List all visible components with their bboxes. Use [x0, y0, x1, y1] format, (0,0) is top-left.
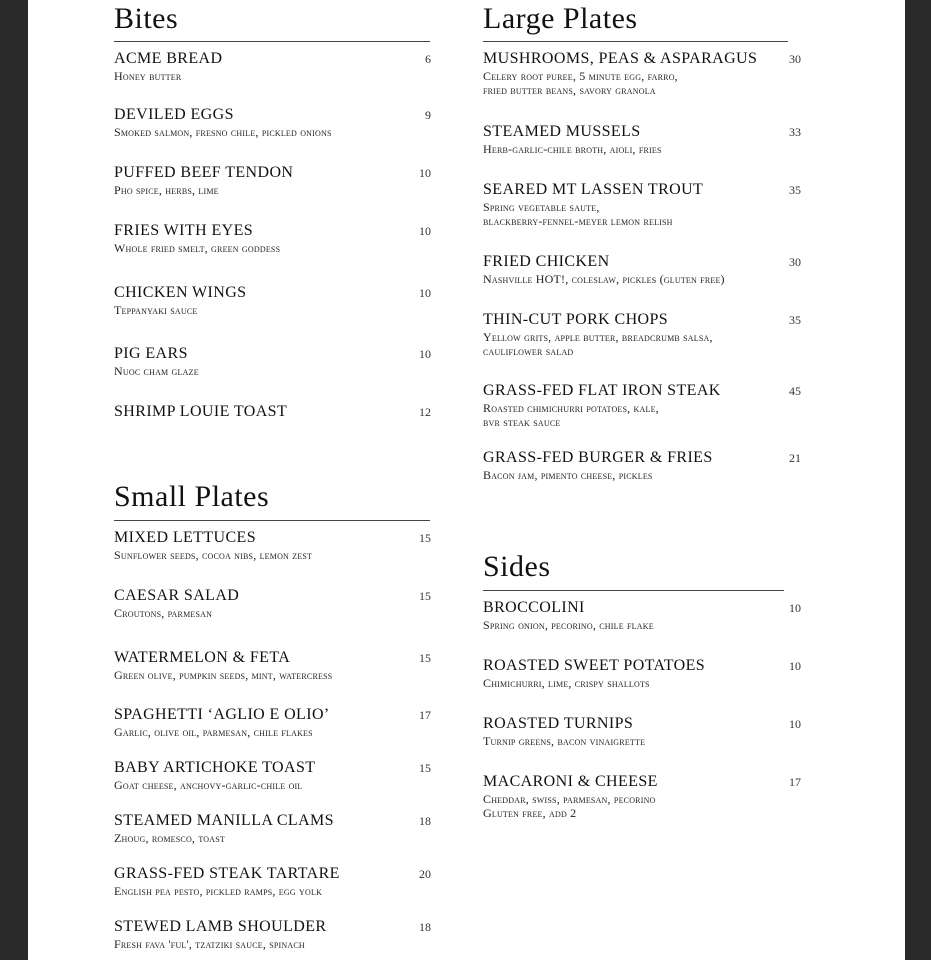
item-price: 18: [419, 920, 431, 934]
item-price: 10: [419, 347, 431, 361]
item-price: 35: [789, 183, 801, 197]
item-name: SEARED MT LASSEN TROUT: [483, 181, 704, 198]
item-description: Honey butter: [114, 69, 182, 83]
item-description: Pho spice, herbs, lime: [114, 183, 219, 197]
item-price: 17: [789, 775, 801, 789]
item-description: bvr steak sauce: [483, 415, 561, 429]
item-name: FRIES WITH EYES: [114, 222, 254, 239]
item-description: Nuoc cham glaze: [114, 364, 199, 378]
item-price: 30: [789, 255, 801, 269]
item-description: Nashville HOT!, coleslaw, pickles (gluten free): [483, 272, 725, 286]
item-description: blackberry-fennel-meyer lemon relish: [483, 214, 673, 228]
item-price: 10: [419, 166, 431, 180]
item-name: BROCCOLINI: [483, 599, 585, 616]
item-price: 10: [789, 717, 801, 731]
item-name: MIXED LETTUCES: [114, 529, 257, 546]
item-description: Yellow grits, apple butter, breadcrumb salsa,: [483, 330, 713, 344]
item-description: Garlic, olive oil, parmesan, chile flakes: [114, 725, 313, 739]
item-price: 10: [419, 224, 431, 238]
item-name: FRIED CHICKEN: [483, 253, 610, 270]
section-title: Sides: [483, 550, 551, 583]
section-title: Large Plates: [483, 2, 638, 35]
item-name: STEAMED MANILLA CLAMS: [114, 812, 334, 829]
item-price: 30: [789, 52, 801, 66]
item-price: 9: [425, 108, 431, 122]
item-name: MUSHROOMS, PEAS & ASPARAGUS: [483, 50, 758, 67]
item-description: English pea pesto, pickled ramps, egg yolk: [114, 884, 323, 898]
item-name: THIN-CUT PORK CHOPS: [483, 311, 669, 328]
item-description: Fresh fava 'ful', tzatziki sauce, spinach: [114, 937, 305, 951]
item-price: 10: [789, 659, 801, 673]
item-description: Whole fried smelt, green goddess: [114, 241, 281, 255]
item-name: BABY ARTICHOKE TOAST: [114, 759, 316, 776]
item-name: ACME BREAD: [114, 50, 223, 67]
item-price: 15: [419, 531, 431, 545]
item-name: STEWED LAMB SHOULDER: [114, 918, 327, 935]
item-name: MACARONI & CHEESE: [483, 773, 658, 790]
divider: [114, 520, 430, 521]
item-name: ROASTED SWEET POTATOES: [483, 657, 706, 674]
item-description: Smoked salmon, fresno chile, pickled onions: [114, 125, 332, 139]
divider: [483, 590, 784, 591]
item-description: Turnip greens, bacon vinaigrette: [483, 734, 646, 748]
item-name: CAESAR SALAD: [114, 587, 240, 604]
item-price: 6: [425, 52, 431, 66]
item-price: 45: [789, 384, 801, 398]
item-description: Gluten free, add 2: [483, 806, 577, 820]
menu-page: [28, 0, 905, 960]
item-name: PIG EARS: [114, 345, 188, 362]
item-description: Spring vegetable saute,: [483, 200, 600, 214]
item-description: Spring onion, pecorino, chile flake: [483, 618, 654, 632]
item-price: 20: [419, 867, 431, 881]
item-name: WATERMELON & FETA: [114, 649, 291, 666]
item-description: cauliflower salad: [483, 344, 574, 358]
item-name: GRASS-FED BURGER & FRIES: [483, 449, 713, 466]
item-description: Croutons, parmesan: [114, 606, 213, 620]
item-description: Bacon jam, pimento cheese, pickles: [483, 468, 653, 482]
item-name: ROASTED TURNIPS: [483, 715, 634, 732]
item-description: Sunflower seeds, cocoa nibs, lemon zest: [114, 548, 313, 562]
item-description: Cheddar, swiss, parmesan, pecorino: [483, 792, 656, 806]
item-name: GRASS-FED FLAT IRON STEAK: [483, 382, 721, 399]
item-description: Green olive, pumpkin seeds, mint, watercress: [114, 668, 333, 682]
item-description: fried butter beans, savory granola: [483, 83, 656, 97]
item-name: PUFFED BEEF TENDON: [114, 164, 294, 181]
item-description: Herb-garlic-chile broth, aioli, fries: [483, 142, 662, 156]
item-price: 10: [789, 601, 801, 615]
item-price: 12: [419, 405, 431, 419]
item-price: 15: [419, 651, 431, 665]
item-name: SPAGHETTI ‘AGLIO E OLIO’: [114, 706, 330, 723]
item-price: 21: [789, 451, 801, 465]
section-title: Small Plates: [114, 480, 270, 513]
divider: [114, 41, 430, 42]
item-description: Zhoug, romesco, toast: [114, 831, 225, 845]
item-price: 17: [419, 708, 431, 722]
item-description: Chimichurri, lime, crispy shallots: [483, 676, 650, 690]
item-price: 10: [419, 286, 431, 300]
item-name: STEAMED MUSSELS: [483, 123, 641, 140]
item-price: 15: [419, 761, 431, 775]
item-name: GRASS-FED STEAK TARTARE: [114, 865, 340, 882]
section-title: Bites: [114, 2, 179, 35]
item-description: Goat cheese, anchovy-garlic-chile oil: [114, 778, 303, 792]
item-name: DEVILED EGGS: [114, 106, 234, 123]
item-description: Teppanyaki sauce: [114, 303, 198, 317]
item-name: SHRIMP LOUIE TOAST: [114, 403, 288, 420]
item-name: CHICKEN WINGS: [114, 284, 247, 301]
item-price: 18: [419, 814, 431, 828]
item-price: 33: [789, 125, 801, 139]
divider: [483, 41, 788, 42]
item-price: 15: [419, 589, 431, 603]
item-price: 35: [789, 313, 801, 327]
item-description: Roasted chimichurri potatoes, kale,: [483, 401, 659, 415]
item-description: Celery root puree, 5 minute egg, farro,: [483, 69, 678, 83]
